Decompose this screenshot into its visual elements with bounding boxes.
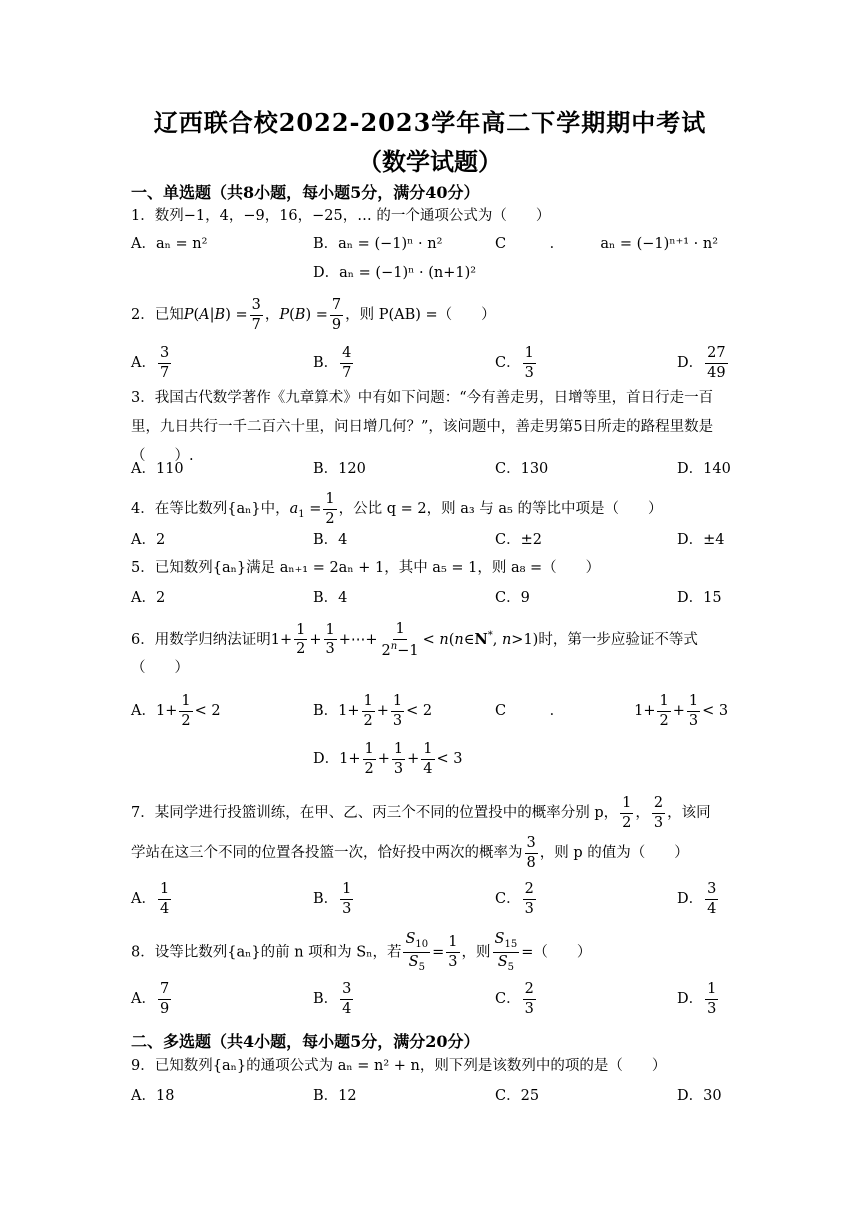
- page-title: 辽西联合校2022-2023学年高二下学期期中考试: [153, 108, 707, 137]
- question-7-option-b: B． $\frac{1}{3}$: [313, 881, 352, 917]
- question-7-stem-line-1: 7．某同学进行投篮训练，在甲、乙、丙三个不同的位置投中的概率分别 p， $\frac{1}{2}$ ， $\frac{2}{3}$ ，该同: [131, 795, 711, 831]
- question-9-option-d: D．30: [677, 1088, 722, 1104]
- question-3-stem: 3．我国古代数学著作《九章算术》中有如下问题：“今有善走男，日增等里，首日行走一百里，九日共行一千二百六十里，问日增几何？”，该问题中，善走男第5日所走的路程里数是（ ）.: [131, 390, 714, 464]
- question-3-option-a: A．110: [131, 461, 184, 477]
- question-2-option-b: B． $\frac{4}{7}$: [313, 345, 352, 381]
- question-4-option-c: C．±2: [495, 532, 542, 548]
- section-heading-multiple-choice: 二、多选题（共4小题，每小题5分，满分20分）: [131, 1032, 480, 1051]
- question-7-option-d: D． $\frac{3}{4}$: [677, 881, 717, 917]
- question-9-option-b: B．12: [313, 1088, 357, 1104]
- question-1-option-d: D．aₙ = (−1)ⁿ · (n+1)²: [313, 265, 477, 281]
- question-7-option-c: C． $\frac{2}{3}$: [495, 881, 534, 917]
- question-1-option-b: B．aₙ = (−1)ⁿ · n²: [313, 236, 443, 252]
- page-subtitle: （数学试题）: [358, 147, 502, 176]
- question-1-option-a: A．aₙ = n²: [131, 236, 208, 252]
- question-4-option-a: A．2: [131, 532, 166, 548]
- question-9-option-a: A．18: [131, 1088, 175, 1104]
- question-3-option-b: B．120: [313, 461, 366, 477]
- question-8-option-d: D． $\frac{1}{3}$: [677, 981, 717, 1017]
- question-9-option-c: C．25: [495, 1088, 540, 1104]
- question-8-stem: 8．设等比数列{aₙ}的前 n 项和为 Sₙ，若 $\frac{S_{10}}{S_5}$ = $\frac{1}{3}$ ，则 $\frac{S_{15}}{S_5}$ =（ ）: [131, 931, 592, 973]
- question-3-option-d: D．140: [677, 461, 731, 477]
- question-7-stem-line-2: 学站在这三个不同的位置各投篮一次，恰好投中两次的概率为 $\frac{3}{8}$ ，则 p 的值为（ ）: [131, 835, 689, 871]
- question-6-option-c: C ． 1+ $\frac{1}{2}$ + $\frac{1}{3}$ < 3: [495, 693, 729, 729]
- question-6-option-b: B．1+ $\frac{1}{2}$ + $\frac{1}{3}$ < 2: [313, 693, 433, 729]
- question-4-option-d: D．±4: [677, 532, 725, 548]
- section-heading-single-choice: 一、单选题（共8小题，每小题5分，满分40分）: [131, 183, 480, 202]
- question-1-option-c: C ． aₙ = (−1)ⁿ⁺¹ · n²: [495, 236, 719, 252]
- question-8-option-b: B． $\frac{3}{4}$: [313, 981, 352, 1017]
- question-6-stem: 6．用数学归纳法证明1+ $\frac{1}{2}$ + $\frac{1}{3}$ +⋯+ $\frac{1}{2^n-1}$ < n(n∈N*, n>1)时，第一步应验证不等式: [131, 621, 698, 659]
- question-6-option-d: D．1+ $\frac{1}{2}$ + $\frac{1}{3}$ + $\frac{1}{4}$ < 3: [313, 741, 463, 777]
- question-6-stem-tail: （ ）: [131, 660, 189, 676]
- question-7-option-a: A． $\frac{1}{4}$: [131, 881, 170, 917]
- question-5-stem: 5．已知数列{aₙ}满足 aₙ₊₁ = 2aₙ + 1，其中 a₅ = 1，则 a₈ =（ ）: [131, 560, 601, 576]
- question-2-stem: 2．已知P(A|B) = $\frac{3}{7}$ ，P(B) = $\frac{7}{9}$ ，则 P(AB) =（ ）: [131, 297, 496, 333]
- question-2-option-d: D． $\frac{27}{49}$: [677, 345, 726, 381]
- question-6-option-a: A．1+ $\frac{1}{2}$ < 2: [131, 693, 221, 729]
- question-2-option-c: C． $\frac{1}{3}$: [495, 345, 534, 381]
- question-3-option-c: C．130: [495, 461, 549, 477]
- question-8-option-a: A． $\frac{7}{9}$: [131, 981, 170, 1017]
- question-5-option-b: B．4: [313, 590, 348, 606]
- question-4-option-b: B．4: [313, 532, 348, 548]
- question-9-stem: 9．已知数列{aₙ}的通项公式为 aₙ = n² + n，则下列是该数列中的项的是（ ）: [131, 1058, 667, 1074]
- question-5-option-c: C．9: [495, 590, 530, 606]
- question-2-option-a: A． $\frac{3}{7}$: [131, 345, 170, 381]
- question-4-stem: 4．在等比数列{aₙ}中，$a_1$ = $\frac{1}{2}$ ，公比 q = 2，则 a₃ 与 a₅ 的等比中项是（ ）: [131, 491, 663, 527]
- question-8-option-c: C． $\frac{2}{3}$: [495, 981, 534, 1017]
- question-5-option-d: D．15: [677, 590, 722, 606]
- question-5-option-a: A．2: [131, 590, 166, 606]
- question-1-stem: 1．数列−1，4，−9，16，−25，… 的一个通项公式为（ ）: [131, 208, 551, 224]
